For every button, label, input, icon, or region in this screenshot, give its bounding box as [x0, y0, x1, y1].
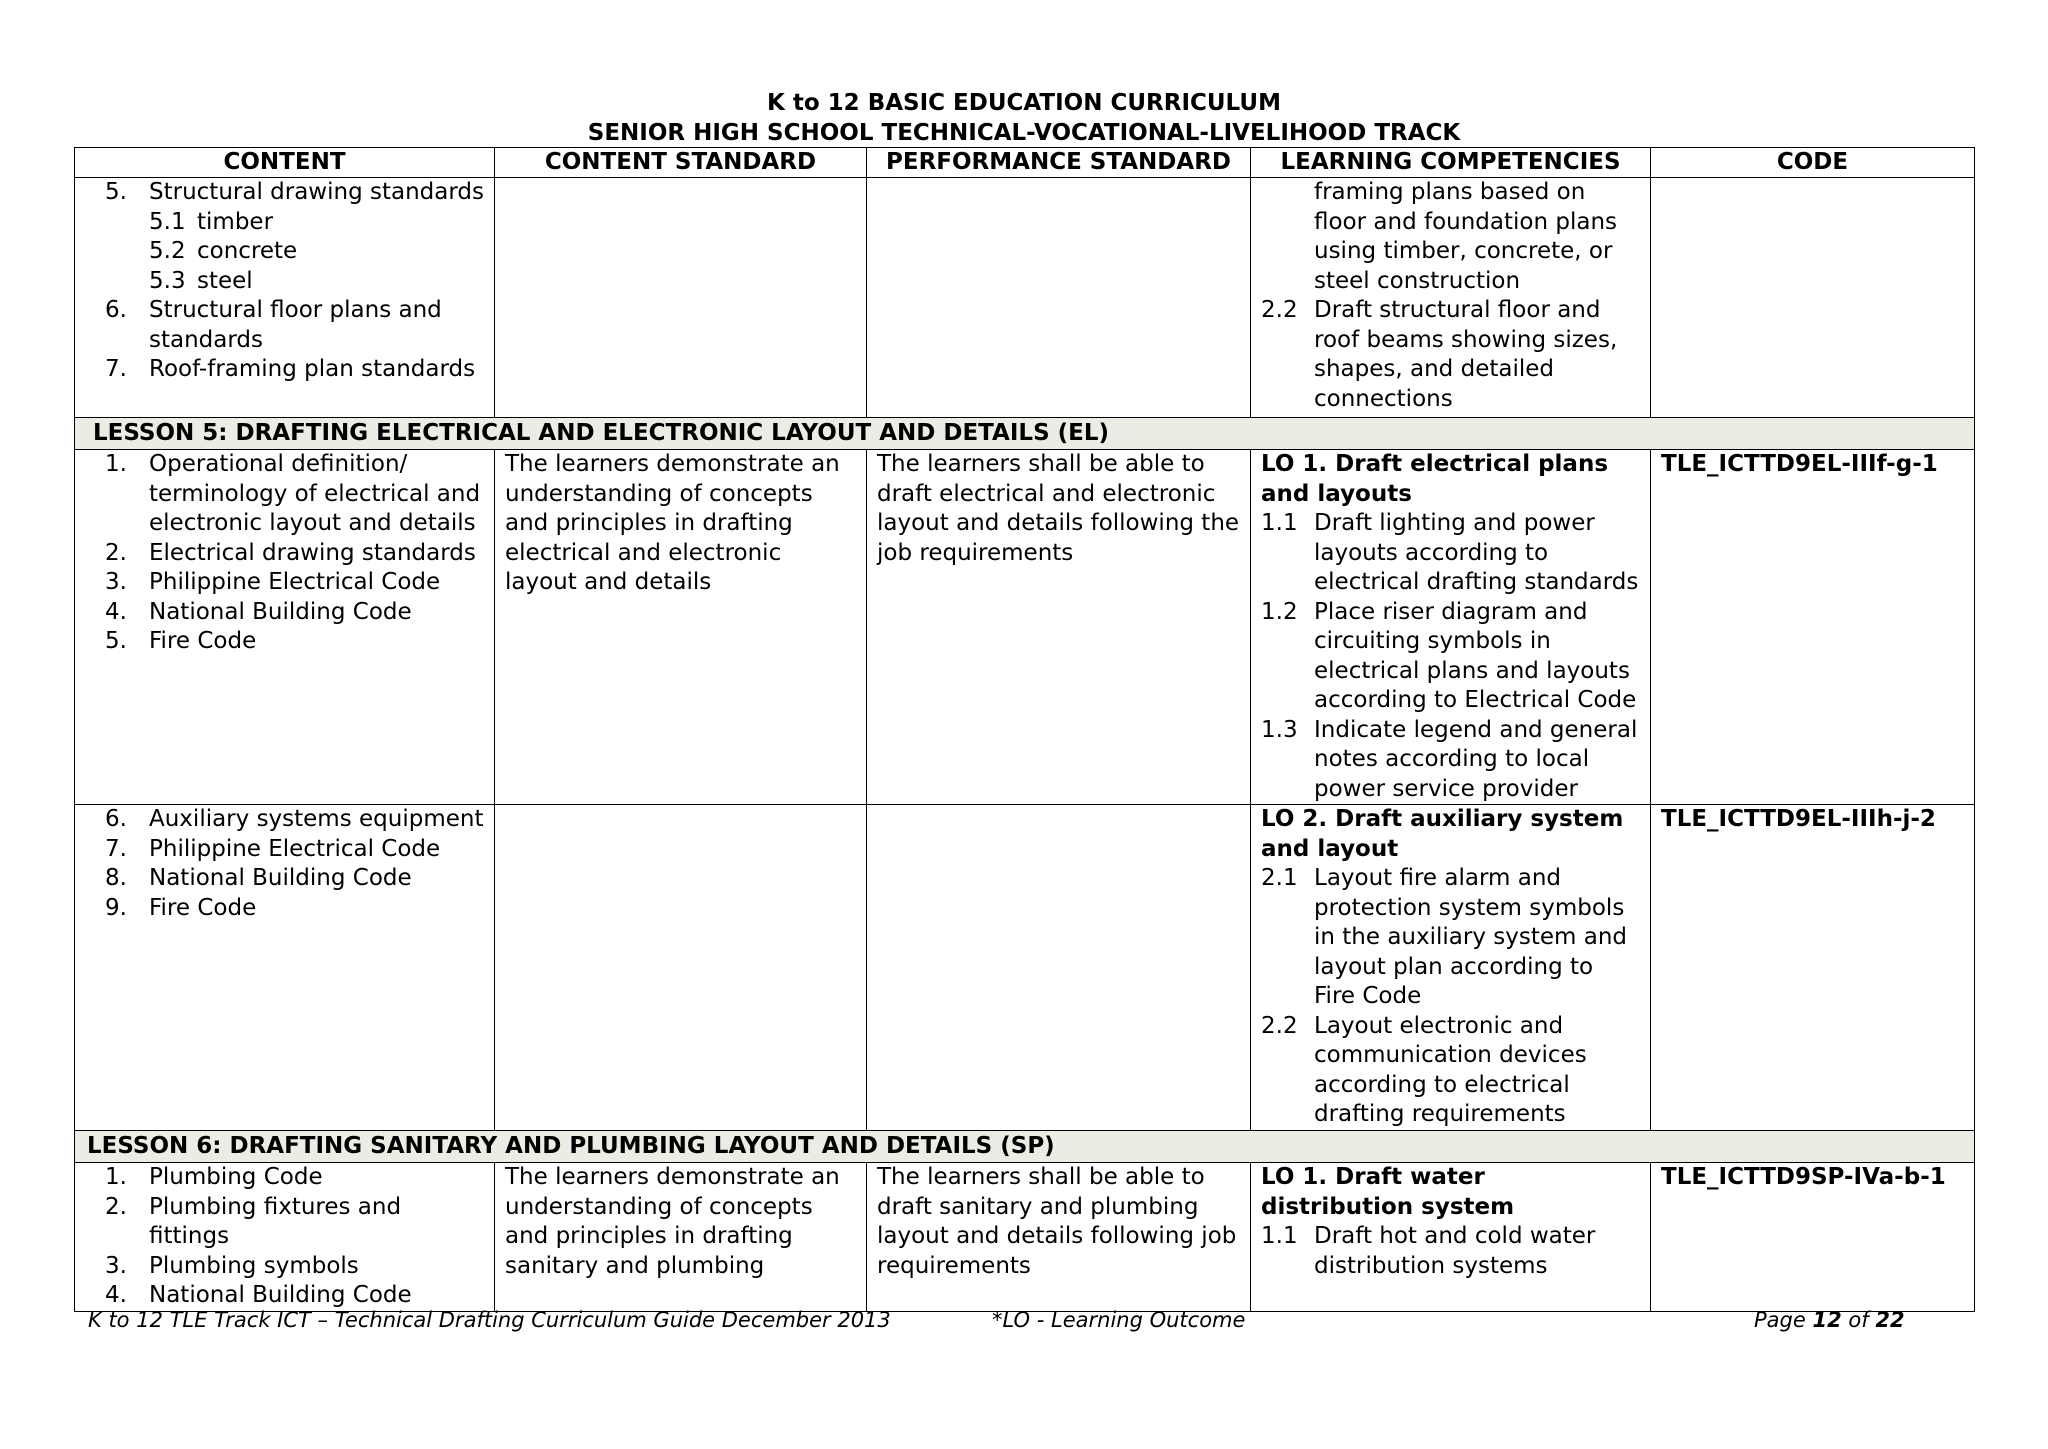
learning-competencies-cell: [1251, 1163, 1651, 1312]
content-subitem: 5.2 concrete: [149, 238, 298, 264]
performance-standard-cell: [867, 178, 1251, 418]
content-cell: [75, 1163, 495, 1312]
document-title: K to 12 BASIC EDUCATION CURRICULUM: [767, 90, 1281, 116]
content-item: 4. National Building Code: [105, 1282, 412, 1308]
code-cell: TLE_ICTTD9EL-IIIf-g-1: [1651, 450, 1975, 805]
learning-outcome-title: LO 2. Draft auxiliary system and layout: [1261, 806, 1624, 862]
content-item: 4. National Building Code: [105, 598, 412, 625]
competency-item: 2.2 Layout electronic and communication devices according to electrical drafting requirements: [1261, 1012, 1587, 1127]
content-item: 3. Plumbing symbols: [105, 1252, 359, 1279]
table-header-row: [75, 148, 1975, 178]
competency-continuation: framing plans based on floor and foundation plans using timber, concrete, or steel construction: [1314, 179, 1618, 294]
content-cell: [75, 178, 495, 418]
footer-document-title: K to 12 TLE Track ICT – Technical Drafting Curriculum Guide December 2013: [88, 1308, 891, 1332]
column-header-content: CONTENT: [75, 148, 495, 178]
performance-standard-cell: The learners shall be able to draft sanitary and plumbing layout and details following job requirements: [867, 1163, 1251, 1312]
content-standard-cell: The learners demonstrate an understanding of concepts and principles in drafting electrical and electronic layout and details: [495, 450, 867, 805]
table-row: [75, 1163, 1975, 1312]
lesson-5-title: LESSON 5: DRAFTING ELECTRICAL AND ELECTRONIC LAYOUT AND DETAILS (EL): [75, 418, 1975, 450]
learning-competencies-cell: [1251, 450, 1651, 805]
content-item: 8. National Building Code: [105, 865, 412, 891]
learning-outcome-title: LO 1. Draft water distribution system: [1261, 1164, 1515, 1220]
competency-item: 1.1 Draft lighting and power layouts according to electrical drafting standards: [1261, 510, 1639, 595]
content-cell: [75, 450, 495, 805]
content-item: 9. Fire Code: [105, 894, 257, 921]
competency-item: 2.2 Draft structural floor and roof beams showing sizes, shapes, and detailed connections: [1261, 297, 1618, 412]
code-cell: [1651, 178, 1975, 418]
competency-item: 1.2 Place riser diagram and circuiting symbols in electrical plans and layouts according to Electrical Code: [1261, 598, 1637, 713]
content-standard-cell: [495, 805, 867, 1131]
table-row: [75, 178, 1975, 418]
learning-competencies-cell: [1251, 805, 1651, 1131]
learning-competencies-cell: [1251, 178, 1651, 418]
content-item: 2. Plumbing fixtures and fittings: [105, 1193, 402, 1249]
content-standard-cell: [495, 178, 867, 418]
document-subtitle: SENIOR HIGH SCHOOL TECHNICAL-VOCATIONAL-LIVELIHOOD TRACK: [587, 120, 1461, 146]
competency-item: 1.1 Draft hot and cold water distribution systems: [1261, 1223, 1596, 1279]
content-item: 3. Philippine Electrical Code: [105, 569, 441, 595]
table-row: [75, 805, 1975, 1131]
content-cell: [75, 805, 495, 1131]
content-subitem: 5.3 steel: [149, 267, 253, 294]
table-row: [75, 450, 1975, 805]
content-subitem: 5.1 timber: [149, 208, 274, 235]
code-cell: TLE_ICTTD9EL-IIIh-j-2: [1651, 805, 1975, 1131]
content-item: 7. Philippine Electrical Code: [105, 835, 441, 862]
content-item: 2. Electrical drawing standards: [105, 539, 476, 566]
lesson-6-title: LESSON 6: DRAFTING SANITARY AND PLUMBING LAYOUT AND DETAILS (SP): [75, 1131, 1975, 1163]
curriculum-table: [74, 147, 1975, 1312]
competency-item: 1.3 Indicate legend and general notes according to local power service provider: [1261, 716, 1638, 802]
content-item: 1. Plumbing Code: [105, 1164, 323, 1190]
column-header-content-standard: CONTENT STANDARD: [495, 148, 867, 178]
performance-standard-cell: The learners shall be able to draft electrical and electronic layout and details following the job requirements: [867, 450, 1251, 805]
content-item: 6. Structural floor plans and standards: [105, 297, 442, 353]
learning-outcome-title: LO 1. Draft electrical plans and layouts: [1261, 451, 1609, 507]
content-item: 5. Structural drawing standards: [105, 179, 484, 205]
content-item: 6. Auxiliary systems equipment: [105, 806, 484, 832]
document-header: [0, 88, 2048, 148]
code-cell: TLE_ICTTD9SP-IVa-b-1: [1651, 1163, 1975, 1312]
content-item: 1. Operational definition/ terminology of electrical and electronic layout and details: [105, 451, 481, 536]
column-header-learning-competencies: LEARNING COMPETENCIES: [1251, 148, 1651, 178]
column-header-code: CODE: [1651, 148, 1975, 178]
lesson-header-row: [75, 1131, 1975, 1163]
footer-lo-note: *LO - Learning Outcome: [992, 1308, 1246, 1332]
content-item: 7. Roof-framing plan standards: [105, 356, 476, 382]
footer-page-number: Page 12 of 22: [1754, 1308, 1905, 1332]
lesson-header-row: [75, 418, 1975, 450]
content-standard-cell: The learners demonstrate an understanding of concepts and principles in drafting sanitary and plumbing: [495, 1163, 867, 1312]
performance-standard-cell: [867, 805, 1251, 1131]
content-item: 5. Fire Code: [105, 628, 257, 654]
column-header-performance-standard: PERFORMANCE STANDARD: [867, 148, 1251, 178]
competency-item: 2.1 Layout fire alarm and protection system symbols in the auxiliary system and layout plan according to Fire Code: [1261, 865, 1627, 1009]
